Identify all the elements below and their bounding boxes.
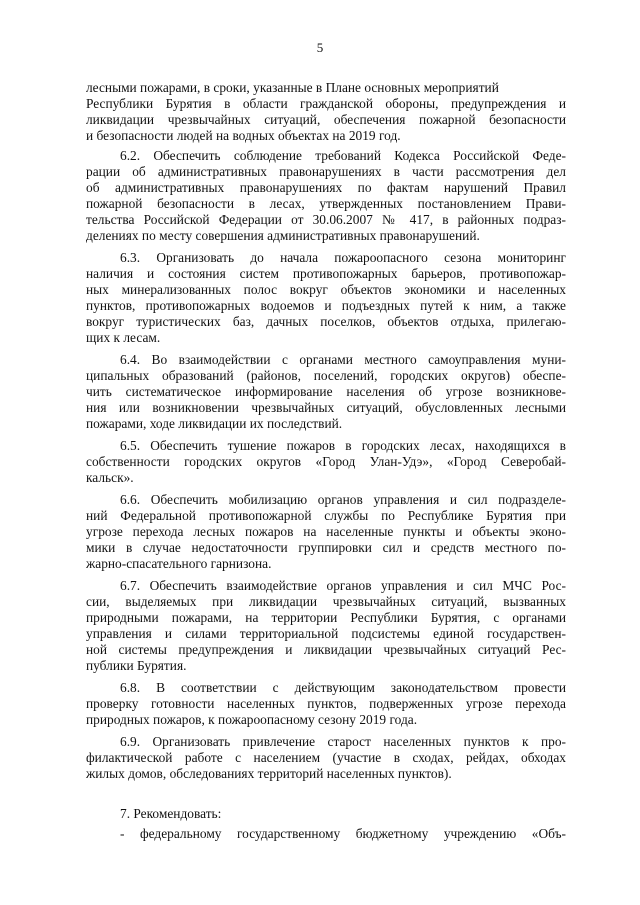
page-number: 5 (316, 40, 324, 55)
text-line: пунктов, противопожарных водоемов и подъездных путей к ним, а также (86, 298, 566, 313)
text-line: пожарной безопасности в лесах, утвержденных постановлением Прави- (86, 196, 566, 211)
text-line: пожарами, ходе ликвидации их последствий. (86, 416, 343, 431)
text-line: 6.3. Организовать до начала пожароопасного сезона мониторинг (120, 250, 566, 265)
text-line: и безопасности людей на водных объектах на 2019 год. (86, 128, 401, 143)
text-line: ний Федеральной противопожарной службы по Республике Бурятия при (86, 508, 566, 523)
text-line: 6.8. В соответствии с действующим законодательством провести (120, 680, 566, 695)
text-line: жилых домов, обследованиях территорий населенных пунктов). (86, 766, 452, 781)
text-line: об административных правонарушениях по фактам нарушений Правил (86, 180, 566, 195)
text-line: 7. Рекомендовать: (120, 806, 222, 821)
text-line: ния или возникновении чрезвычайных ситуаций, обусловленных лесными (86, 400, 566, 415)
text-line: 6.5. Обеспечить тушение пожаров в городских лесах, находящихся в (120, 438, 566, 453)
text-line: 6.4. Во взаимодействии с органами местного самоуправления муни- (120, 352, 566, 367)
text-line: 6.7. Обеспечить взаимодействие органов управления и сил МЧС Рос- (120, 578, 566, 593)
text-line: мики в случае недостаточности группировки сил и средств местного по- (86, 540, 566, 555)
text-line: публики Бурятия. (86, 658, 187, 673)
text-line: наличия и состояния систем противопожарных барьеров, противопожар- (86, 266, 566, 281)
text-line: собственности городских округов «Город Улан-Удэ», «Город Северобай- (86, 454, 566, 469)
text-line: ликвидации чрезвычайных ситуаций, обеспечения пожарной безопасности (86, 112, 566, 127)
text-line: ципальных образований (районов, поселений, городских округов) обеспе- (86, 368, 566, 383)
text-line: Республики Бурятия в области гражданской обороны, предупреждения и (86, 96, 566, 111)
text-line: тельства Российской Федерации от 30.06.2007 № 417, в районных подраз- (86, 212, 566, 227)
text-line: кальск». (86, 470, 134, 485)
text-line: проверку готовности населенных пунктов, подверженных угрозе перехода (86, 696, 566, 711)
text-line: угрозе перехода лесных пожаров на населенные пункты и объекты эконо- (86, 524, 566, 539)
text-line: 6.9. Организовать привлечение старост населенных пунктов к про- (120, 734, 566, 749)
text-line: щих к лесам. (86, 330, 161, 345)
text-line: ных минерализованных полос вокруг объектов экономики и населенных (86, 282, 566, 297)
text-line: рации об административных правонарушениях в части рассмотрения дел (86, 164, 566, 179)
text-line: филактической работе с населением (участие в сходах, рейдах, обходах (86, 750, 566, 765)
text-line: ной системы предупреждения и ликвидации чрезвычайных ситуаций Рес- (86, 642, 566, 657)
text-line: чить систематическое информирование населения об угрозе возникнове- (86, 384, 566, 399)
text-line: 6.2. Обеспечить соблюдение требований Кодекса Российской Феде- (120, 148, 566, 163)
text-line: сии, выделяемых при ликвидации чрезвычайных ситуаций, вызванных (86, 594, 566, 609)
text-line: природных пожаров, к пожароопасному сезону 2019 года. (86, 712, 418, 727)
text-line: управления и силами территориальной подсистемы единой государствен- (86, 626, 566, 641)
text-line: 6.6. Обеспечить мобилизацию органов управления и сил подразделе- (120, 492, 566, 507)
text-line: делениях по месту совершения административных правонарушений. (86, 228, 480, 243)
text-line: лесными пожарами, в сроки, указанные в Плане основных мероприятий (86, 80, 499, 95)
text-line: природными пожарами, на территории Республики Бурятия, с органами (86, 610, 566, 625)
text-line: жарно-спасательного гарнизона. (86, 556, 272, 571)
text-line: - федеральному государственному бюджетному учреждению «Объ- (120, 826, 566, 841)
text-line: вокруг туристических баз, дачных поселков, объектов отдыха, прилегаю- (86, 314, 566, 329)
